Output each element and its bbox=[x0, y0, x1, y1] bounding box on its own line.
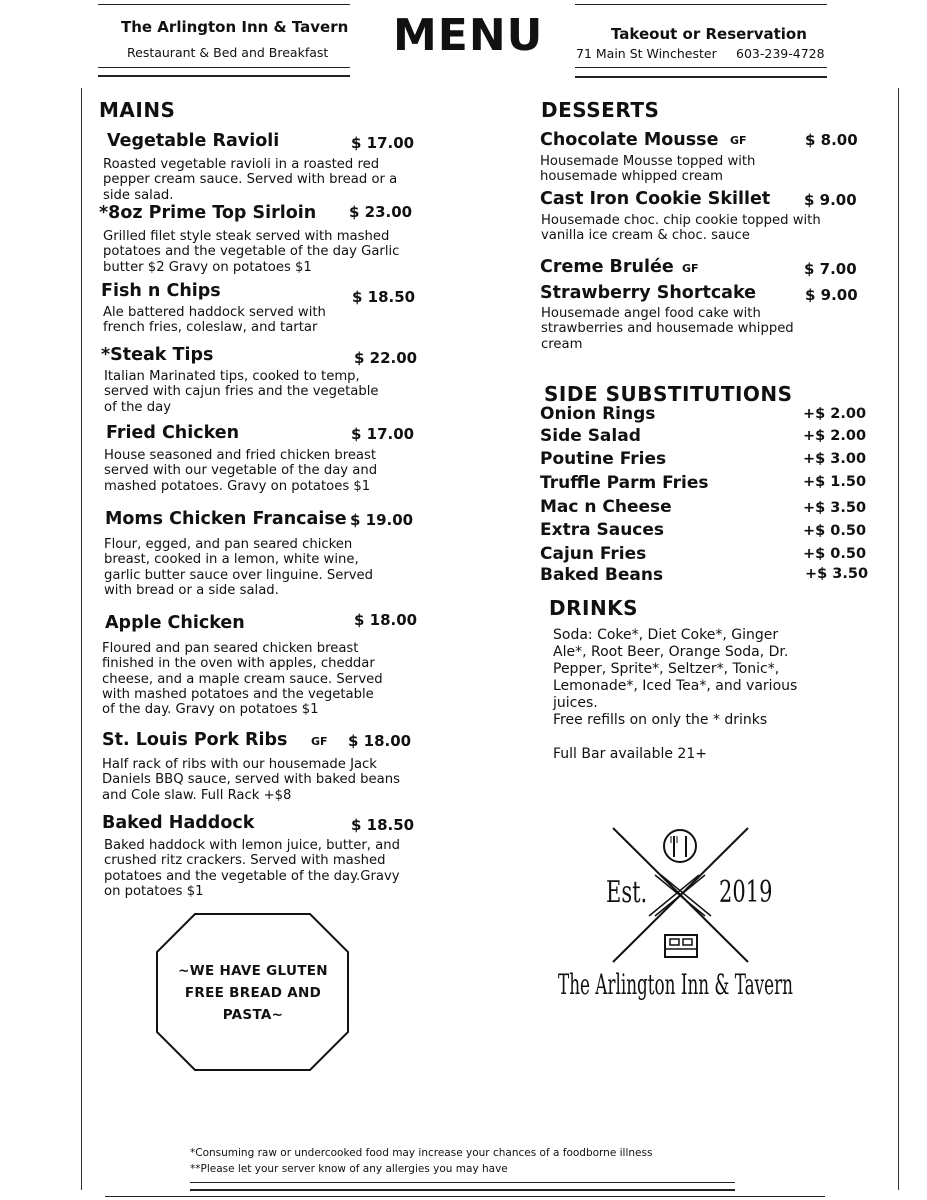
main-item-name: Apple Chicken bbox=[105, 613, 245, 633]
dessert-item-price: $ 7.00 bbox=[804, 260, 857, 278]
side-item-price: +$ 0.50 bbox=[803, 523, 867, 539]
dessert-item-desc: Housemade choc. chip cookie topped with vanilla ice cream & choc. sauce bbox=[541, 213, 821, 244]
main-item-price: $ 18.00 bbox=[354, 611, 418, 629]
side-item-price: +$ 0.50 bbox=[803, 546, 867, 562]
side-item-price: +$ 2.00 bbox=[803, 406, 867, 422]
main-item-name: Fried Chicken bbox=[106, 423, 240, 443]
main-item-desc: Floured and pan seared chicken breast finished in the oven with apples, cheddar cheese, and a maple cream sauce. Served with mashed potatoes and the vegetable of the day. Gravy on potatoes $1 bbox=[102, 641, 383, 718]
dessert-item-price: $ 9.00 bbox=[804, 191, 857, 209]
header-top-line-left bbox=[98, 4, 350, 5]
gluten-free-badge bbox=[155, 912, 350, 1072]
main-item-name: Vegetable Ravioli bbox=[107, 131, 280, 151]
gf-badge: GF bbox=[682, 262, 699, 275]
sides-heading: SIDE SUBSTITUTIONS bbox=[544, 382, 793, 406]
main-item-desc: House seasoned and fried chicken breast served with our vegetable of the day and mashed potatoes. Gravy on potatoes $1 bbox=[104, 448, 378, 494]
side-item-price: +$ 3.50 bbox=[803, 500, 867, 516]
main-item-desc: Italian Marinated tips, cooked to temp, served with cajun fries and the vegetable of the day bbox=[104, 369, 379, 415]
main-item-price: $ 17.00 bbox=[351, 425, 415, 443]
side-item-price: +$ 1.50 bbox=[803, 474, 867, 490]
footer-line-3 bbox=[105, 1196, 825, 1197]
footer-line-1 bbox=[190, 1182, 735, 1183]
gf-badge: GF bbox=[730, 134, 747, 147]
footer-note-raw-food: *Consuming raw or undercooked food may increase your chances of a foodborne illness bbox=[190, 1147, 653, 1159]
header-line-left-2 bbox=[98, 75, 350, 77]
main-item-price: $ 19.00 bbox=[350, 511, 414, 529]
bed-icon bbox=[665, 935, 697, 957]
side-item-price: +$ 2.00 bbox=[803, 428, 867, 444]
side-item-name: Cajun Fries bbox=[540, 544, 647, 564]
side-item-price: +$ 3.00 bbox=[803, 451, 867, 467]
main-item-name: *8oz Prime Top Sirloin bbox=[99, 203, 317, 223]
side-item-price: +$ 3.50 bbox=[805, 566, 869, 582]
drinks-heading: DRINKS bbox=[549, 596, 639, 620]
side-item-name: Mac n Cheese bbox=[540, 497, 672, 517]
restaurant-name: The Arlington Inn & Tavern bbox=[121, 18, 349, 36]
header-line-right-2 bbox=[575, 76, 827, 78]
logo-est: Est. bbox=[606, 875, 648, 910]
main-item-price: $ 18.50 bbox=[351, 816, 415, 834]
drinks-bar: Full Bar available 21+ bbox=[553, 746, 707, 762]
phone: 603-239-4728 bbox=[736, 46, 825, 61]
gluten-free-text: ~WE HAVE GLUTEN FREE BREAD AND PASTA~ bbox=[178, 963, 328, 1023]
main-item-price: $ 17.00 bbox=[351, 134, 415, 152]
side-item-name: Onion Rings bbox=[540, 404, 656, 424]
main-item-desc: Roasted vegetable ravioli in a roasted red pepper cream sauce. Served with bread or a side salad. bbox=[103, 157, 398, 203]
main-item-price: $ 18.50 bbox=[352, 288, 416, 306]
contact-title: Takeout or Reservation bbox=[611, 25, 807, 43]
left-border bbox=[81, 88, 82, 1190]
footer-line-2 bbox=[190, 1189, 735, 1191]
main-item-desc: Grilled filet style steak served with mashed potatoes and the vegetable of the day Garlic butter $2 Gravy on potatoes $1 bbox=[103, 229, 400, 275]
main-item-desc: Half rack of ribs with our housemade Jack Daniels BBQ sauce, served with baked beans and Cole slaw. Full Rack +$8 bbox=[102, 757, 400, 803]
main-item-price: $ 18.00 bbox=[348, 732, 412, 750]
plate-utensils-icon bbox=[664, 830, 696, 862]
dessert-item-name: Strawberry Shortcake bbox=[540, 283, 757, 303]
header-top-line-right bbox=[575, 4, 827, 5]
main-item-name: *Steak Tips bbox=[101, 345, 214, 365]
drinks-refills: Free refills on only the * drinks bbox=[553, 712, 768, 728]
desserts-heading: DESSERTS bbox=[541, 98, 660, 122]
dessert-item-desc: Housemade Mousse topped with housemade whipped cream bbox=[540, 154, 756, 185]
main-item-name: Moms Chicken Francaise bbox=[105, 509, 347, 529]
logo-year: 2019 bbox=[719, 875, 773, 910]
side-item-name: Side Salad bbox=[540, 426, 641, 446]
address: 71 Main St Winchester bbox=[576, 46, 717, 61]
drinks-soda: Soda: Coke*, Diet Coke*, Ginger Ale*, Root Beer, Orange Soda, Dr. Pepper, Sprite*, Seltzer*, Tonic*, Lemonade*, Iced Tea*, and various juices. bbox=[553, 627, 798, 711]
main-item-desc: Baked haddock with lemon juice, butter, and crushed ritz crackers. Served with mashed potatoes and the vegetable of the day.Gravy on potatoes $1 bbox=[104, 838, 400, 899]
side-item-name: Baked Beans bbox=[540, 565, 664, 585]
dessert-item-desc: Housemade angel food cake with strawberries and housemade whipped cream bbox=[541, 306, 794, 352]
logo-name: The Arlington Inn & Tavern bbox=[558, 968, 793, 1001]
dessert-item-price: $ 9.00 bbox=[805, 286, 858, 304]
side-item-name: Truffle Parm Fries bbox=[540, 473, 709, 493]
dessert-item-name: Cast Iron Cookie Skillet bbox=[540, 189, 771, 209]
restaurant-subtitle: Restaurant & Bed and Breakfast bbox=[127, 45, 329, 60]
header-line-right-1 bbox=[575, 67, 827, 68]
gf-badge: GF bbox=[311, 735, 328, 748]
dessert-item-price: $ 8.00 bbox=[805, 131, 858, 149]
main-item-name: Baked Haddock bbox=[102, 813, 255, 833]
main-item-name: Fish n Chips bbox=[101, 281, 221, 301]
right-border bbox=[898, 88, 899, 1190]
dessert-item-name: Chocolate Mousse bbox=[540, 130, 719, 150]
main-item-desc: Ale battered haddock served with french fries, coleslaw, and tartar bbox=[103, 305, 326, 336]
main-item-price: $ 23.00 bbox=[349, 203, 413, 221]
side-item-name: Extra Sauces bbox=[540, 520, 665, 540]
main-item-name: St. Louis Pork Ribs bbox=[102, 730, 288, 750]
header-line-left-1 bbox=[98, 67, 350, 68]
logo bbox=[553, 820, 815, 1025]
main-item-price: $ 22.00 bbox=[354, 349, 418, 367]
footer-note-allergies: **Please let your server know of any allergies you may have bbox=[190, 1163, 508, 1175]
side-item-name: Poutine Fries bbox=[540, 449, 667, 469]
mains-heading: MAINS bbox=[99, 98, 176, 122]
menu-title: MENU bbox=[393, 10, 544, 61]
main-item-desc: Flour, egged, and pan seared chicken breast, cooked in a lemon, white wine, garlic butter sauce over linguine. Served with bread or a side salad. bbox=[104, 537, 374, 598]
dessert-item-name: Creme Brulée bbox=[540, 257, 674, 277]
